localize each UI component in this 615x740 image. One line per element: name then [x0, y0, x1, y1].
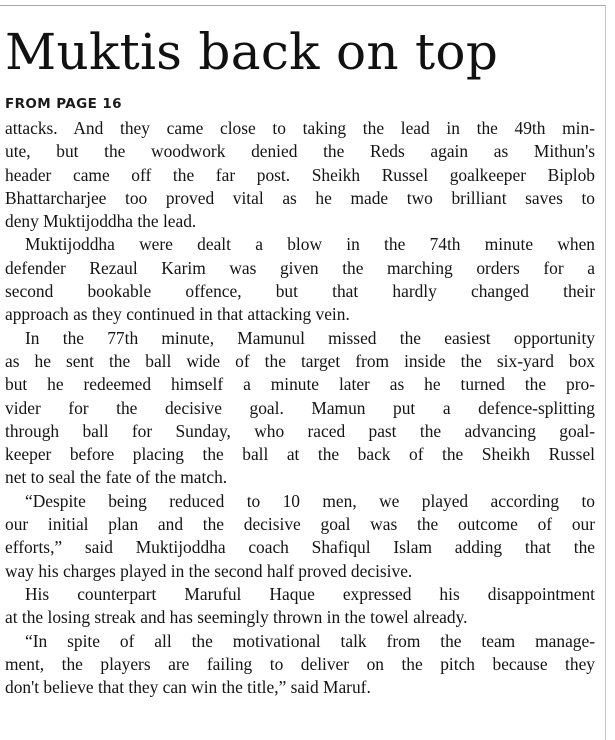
text-line: In the 77th minute, Mamunul missed the easiest opportunity: [25, 327, 595, 348]
paragraph: [5, 490, 595, 583]
text-line: attacks. And they came close to taking the lead in the 49th min-: [5, 118, 595, 138]
text-line: but he redeemed himself a minute later as he turned the pro-: [5, 374, 595, 395]
text-line: defender Rezaul Karim was given the marching orders for a: [5, 257, 595, 278]
text-line: keeper before placing the ball at the back of the Sheikh Russel: [5, 444, 595, 465]
continuation-kicker: FROM PAGE 16: [5, 96, 122, 112]
text-line: our initial plan and the decisive goal was the outcome of our: [5, 514, 595, 535]
text-line: Muktijoddha were dealt a blow in the 74th minute when: [25, 234, 595, 255]
text-line: header came off the far post. Sheikh Russel goalkeeper Biplob: [5, 164, 595, 185]
text-line: His counterpart Maruful Haque expressed his disappointment: [25, 583, 595, 604]
paragraph: [5, 117, 595, 233]
article-body: [5, 117, 595, 699]
text-line: vider for the decisive goal. Mamun put a defence-splitting: [5, 397, 595, 418]
text-line: net to seal the fate of the match.: [5, 467, 228, 488]
text-line: through ball for Sunday, who raced past the advancing goal-: [5, 420, 595, 441]
paragraph: [5, 630, 595, 700]
text-line: approach as they continued in that attacking vein.: [5, 304, 350, 325]
paragraph: [5, 583, 595, 630]
text-line: “Despite being reduced to 10 men, we played according to: [25, 490, 595, 511]
text-line: efforts,” said Muktijoddha coach Shafiqul Islam adding that the: [5, 537, 595, 558]
text-line: “In spite of all the motivational talk from the team manage-: [25, 630, 595, 651]
text-line: deny Muktijoddha the lead.: [5, 211, 197, 232]
text-line: way his charges played in the second half proved decisive.: [5, 560, 413, 581]
column-right-rule: [605, 5, 606, 740]
page-top-rule: [0, 5, 605, 6]
text-line: second bookable offence, but that hardly changed their: [5, 281, 595, 302]
text-line: ment, the players are failing to deliver on the pitch because they: [5, 653, 595, 674]
text-line: don't believe that they can win the title,” said Maruf.: [5, 677, 371, 698]
headline: Muktis back on top: [5, 23, 499, 81]
paragraph: [5, 233, 595, 326]
text-line: Bhattarcharjee too proved vital as he made two brilliant saves to: [5, 187, 595, 208]
paragraph: [5, 327, 595, 490]
text-line: at the losing streak and has seemingly thrown in the towel already.: [5, 607, 468, 628]
text-line: as he sent the ball wide of the target from inside the six-yard box: [5, 350, 595, 371]
text-line: ute, but the woodwork denied the Reds again as Mithun's: [5, 141, 595, 162]
